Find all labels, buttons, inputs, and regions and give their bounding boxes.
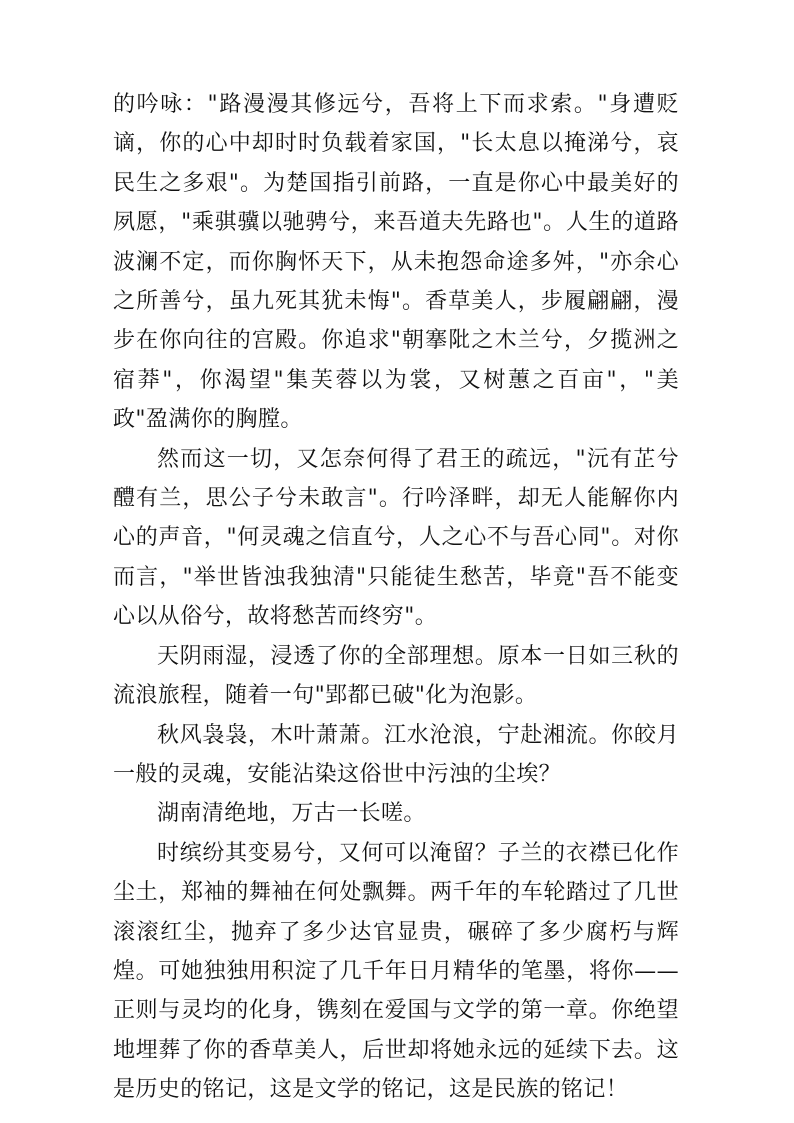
paragraph-2: 然而这一切，又怎奈何得了君王的疏远，"沅有芷兮醴有兰，思公子兮未敢言"。行吟泽畔，却无人能解你内心的声音，"何灵魂之信直兮，人之心不与吾心同"。对你而言，"举世皆浊我独清"只能徒生愁苦，毕竟"吾不能变心以从俗兮，故将愁苦而终穷"。 — [113, 446, 679, 630]
paragraph-6: 时缤纷其变易兮，又何可以淹留？子兰的衣襟已化作尘土，郑袖的舞袖在何处飘舞。两千年的车轮踏过了几世滚滚红尘，抛弃了多少达官显贵，碾碎了多少腐朽与辉煌。可她独独用积淀了几千年日月精华的笔墨，将你——正则与灵均的化身，镌刻在爱国与文学的第一章。你绝望地埋葬了你的香草美人，后世却将她永远的延续下去。这是历史的铭记，这是文学的铭记，这是民族的铭记！ — [113, 840, 679, 1103]
paragraph-4: 秋风袅袅，木叶萧萧。江水沧浪，宁赴湘流。你皎月一般的灵魂，安能沾染这俗世中污浊的尘埃？ — [113, 722, 679, 787]
paragraph-3: 天阴雨湿，浸透了你的全部理想。原本一日如三秋的流浪旅程，随着一句"郢都已破"化为泡影。 — [113, 643, 679, 709]
paragraph-5: 湖南清绝地，万古一长嗟。 — [157, 801, 426, 827]
paragraph-1: 的吟咏："路漫漫其修远兮，吾将上下而求索。"身遭贬谪，你的心中却时时负载着家国，"长太息以掩涕兮，哀民生之多艰"。为楚国指引前路，一直是你心中最美好的夙愿，"乘骐骥以驰骋兮，来吾道夫先路也"。人生的道路波澜不定，而你胸怀天下，从未抱怨命途多舛，"亦余心之所善兮，虽九死其犹未悔"。香草美人，步履翩翩，漫步在你向往的宫殿。你追求"朝搴阰之木兰兮，夕揽洲之宿莽"，你渴望"集芙蓉以为裳，又树蕙之百亩"，"美政"盈满你的胸膛。 — [113, 92, 679, 433]
document-page — [113, 85, 679, 1110]
